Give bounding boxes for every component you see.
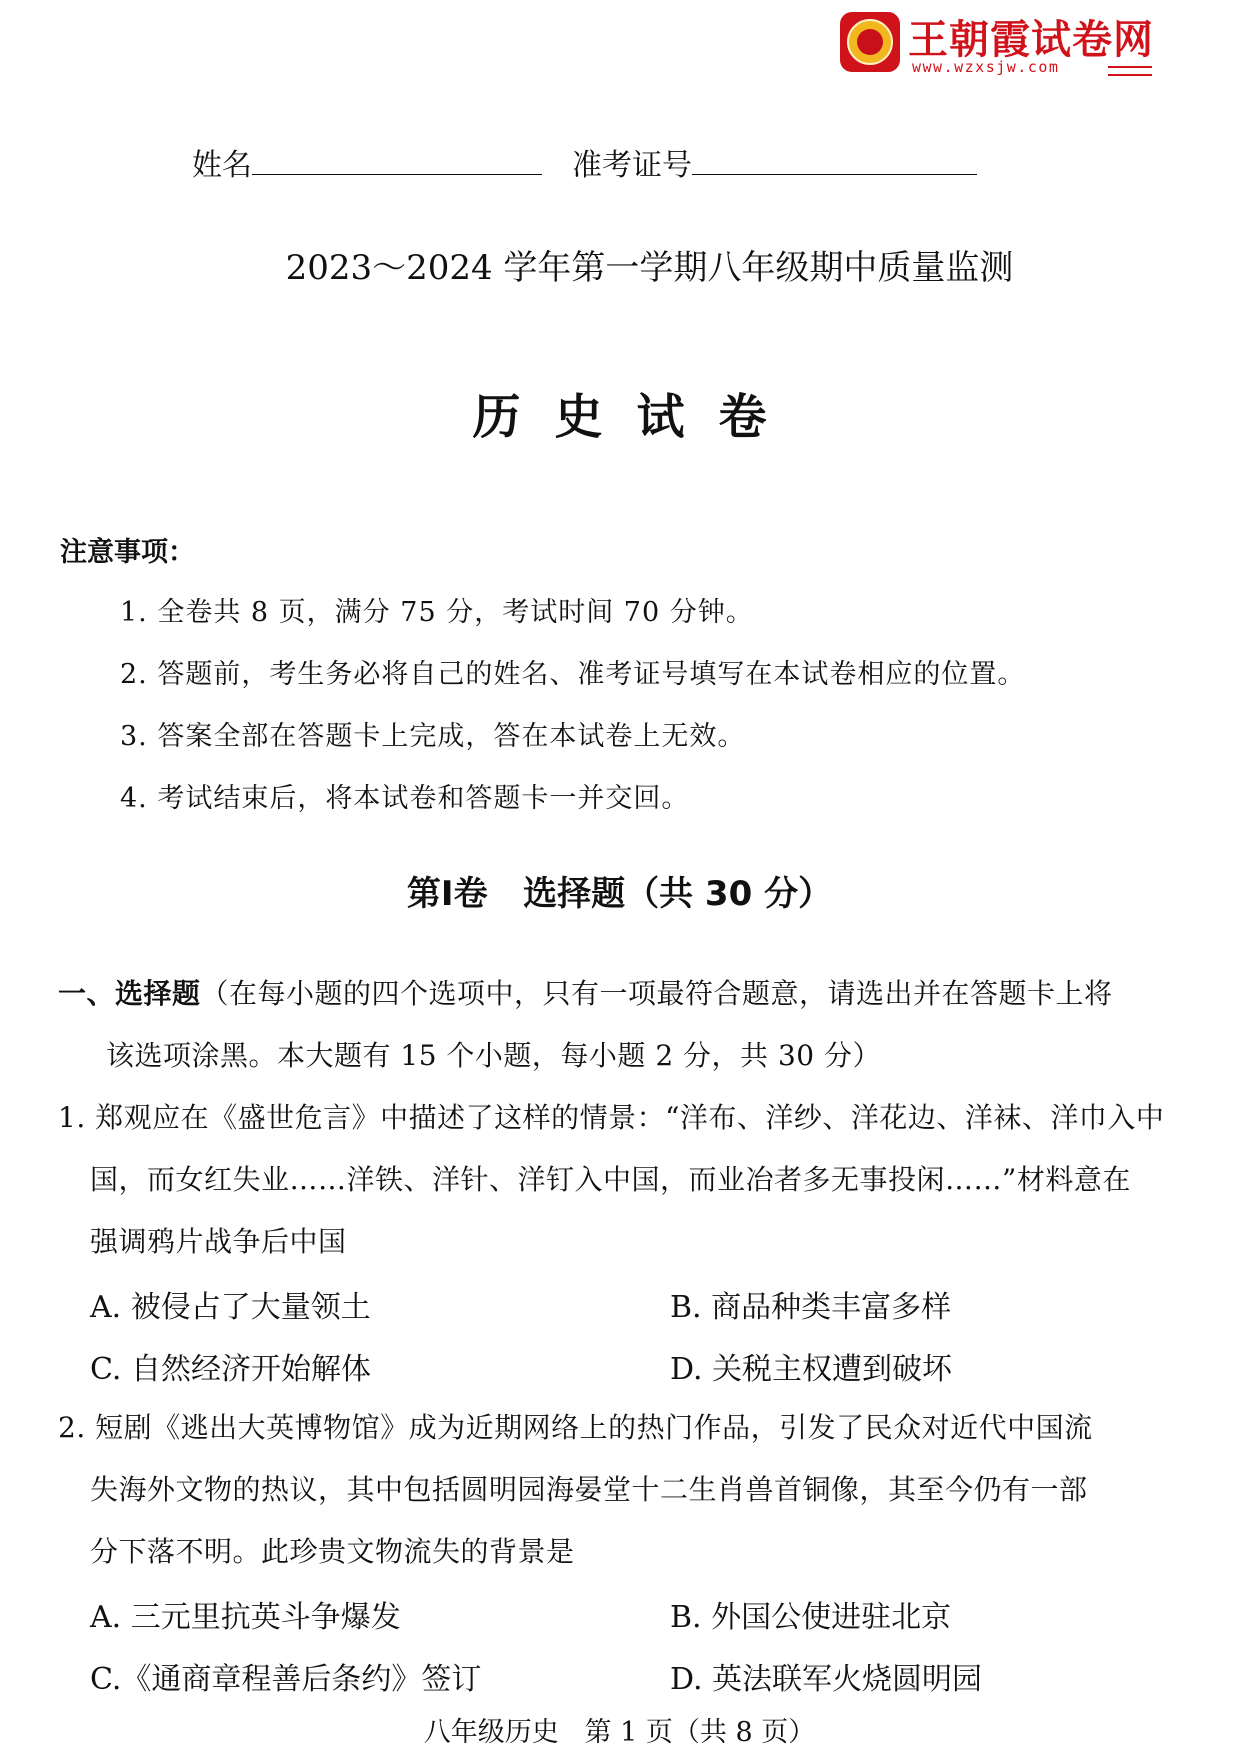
exam-id-field[interactable] xyxy=(692,148,977,175)
option-b: B. 外国公使进驻北京 xyxy=(670,1600,952,1635)
question-line: 强调鸦片战争后中国 xyxy=(90,1225,347,1258)
logo-decoration xyxy=(1108,66,1152,76)
notice-item: 1. 全卷共 8 页，满分 75 分，考试时间 70 分钟。 xyxy=(120,597,754,628)
instruction-line: （在每小题的四个选项中，只有一项最符合题意，请选出并在答题卡上将 xyxy=(200,977,1113,1010)
question-line: 1. 郑观应在《盛世危言》中描述了这样的情景：“洋布、洋纱、洋花边、洋袜、洋巾入中 xyxy=(58,1101,1165,1134)
candidate-info-row xyxy=(192,140,977,184)
notice-item: 2. 答题前，考生务必将自己的姓名、准考证号填写在本试卷相应的位置。 xyxy=(120,659,1026,690)
watermark-url: www.wzxsjw.com xyxy=(912,58,1060,76)
option-d: D. 关税主权遭到破坏 xyxy=(670,1352,953,1387)
question-line: 2. 短剧《逃出大英博物馆》成为近期网络上的热门作品，引发了民众对近代中国流 xyxy=(58,1411,1093,1444)
watermark-brand: 王朝霞试卷网 xyxy=(908,17,1154,63)
option-c: C.《通商章程善后条约》签订 xyxy=(90,1662,482,1697)
question-line: 失海外文物的热议，其中包括圆明园海晏堂十二生肖兽首铜像，其至今仍有一部 xyxy=(90,1473,1088,1506)
exam-id-label: 准考证号 xyxy=(572,148,692,183)
watermark-logo xyxy=(840,8,1160,80)
part-instruction xyxy=(58,972,1113,1012)
exam-title: 2023～2024 学年第一学期八年级期中质量监测 xyxy=(285,248,1014,288)
notice-item: 3. 答案全部在答题卡上完成，答在本试卷上无效。 xyxy=(120,721,746,752)
name-field[interactable] xyxy=(252,148,542,175)
option-a: A. 三元里抗英斗争爆发 xyxy=(90,1600,401,1635)
seal-icon xyxy=(840,12,900,72)
notice-heading: 注意事项： xyxy=(60,537,195,568)
option-b: B. 商品种类丰富多样 xyxy=(670,1290,952,1325)
section-title: 第Ⅰ卷 选择题（共 30 分） xyxy=(406,874,833,914)
question-line: 分下落不明。此珍贵文物流失的背景是 xyxy=(90,1535,575,1568)
option-d: D. 英法联军火烧圆明园 xyxy=(670,1662,983,1697)
subject-title: 历史试卷 xyxy=(472,389,801,445)
notice-item: 4. 考试结束后，将本试卷和答题卡一并交回。 xyxy=(120,783,690,814)
option-a: A. 被侵占了大量领土 xyxy=(90,1290,371,1325)
option-c: C. 自然经济开始解体 xyxy=(90,1352,371,1387)
part-heading: 一、选择题 xyxy=(58,977,201,1010)
page-footer: 八年级历史 第 1 页（共 8 页） xyxy=(423,1717,816,1748)
instruction-line: 该选项涂黑。本大题有 15 个小题，每小题 2 分，共 30 分） xyxy=(106,1039,881,1072)
name-label: 姓名 xyxy=(192,148,252,183)
question-line: 国，而女红失业……洋铁、洋针、洋钉入中国，而业冶者多无事投闲……”材料意在 xyxy=(90,1163,1131,1196)
